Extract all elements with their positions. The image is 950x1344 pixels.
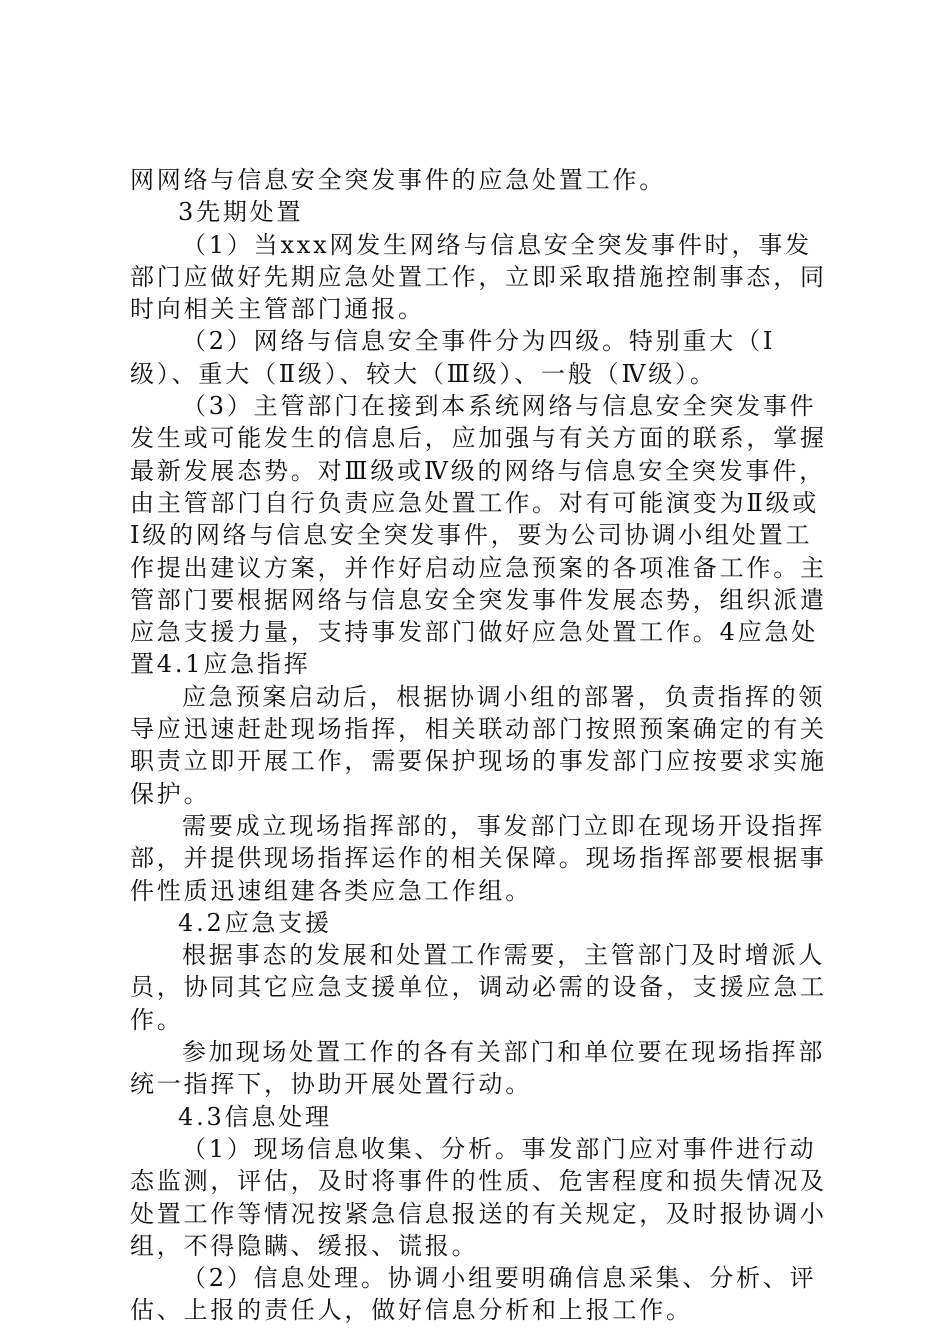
paragraph-emergency-command: 应急预案启动后，根据协调小组的部署，负责指挥的领导应迅速赶赴现场指挥，相关联动部门按照预案确定的有关职责立即开展工作，需要保护现场的事发部门应按要求实施保护。 bbox=[130, 682, 827, 808]
paragraph-info-item-1: （1）现场信息收集、分析。事发部门应对事件进行动态监测，评估，及时将事件的性质、危害程度和损失情况及处置工作等情况按紧急信息报送的有关规定，及时报协调小组，不得隐瞒、缓报、谎报。 bbox=[130, 1134, 827, 1260]
paragraph-item-3: （3）主管部门在接到本系统网络与信息安全突发事件发生或可能发生的信息后，应加强与有关方面的联系，掌握最新发展态势。对Ⅲ级或Ⅳ级的网络与信息安全突发事件，由主管部门自行负责应急处置工作。对有可能演变为Ⅱ级或Ⅰ级的网络与信息安全突发事件，要为公司协调小组处置工作提出建议方案，并作好启动应急预案的各项准备工作。主管部门要根据网络与信息安全突发事件发展态势，组织派遣应急支援力量，支持事发部门做好应急处置工作。4应急处置4.1应急指挥 bbox=[130, 392, 827, 679]
paragraph-item-2: （2）网络与信息安全事件分为四级。特别重大（Ⅰ级）、重大（Ⅱ级）、较大（Ⅲ级）、一般（Ⅳ级）。 bbox=[130, 327, 776, 388]
section-heading-4-3: 4.3信息处理 bbox=[178, 1102, 332, 1131]
paragraph-support-2: 参加现场处置工作的各有关部门和单位要在现场指挥部统一指挥下，协助开展处置行动。 bbox=[130, 1038, 826, 1099]
paragraph-field-command: 需要成立现场指挥部的，事发部门立即在现场开设指挥部，并提供现场指挥运作的相关保障。现场指挥部要根据事件性质迅速组建各类应急工作组。 bbox=[130, 811, 827, 905]
paragraph-continuation: 网网络与信息安全突发事件的应急处置工作。 bbox=[130, 166, 666, 194]
paragraph-item-1: （1）当xxx网发生网络与信息安全突发事件时，事发部门应做好先期应急处置工作，立即采取措施控制事态，同时向相关主管部门通报。 bbox=[130, 230, 827, 324]
section-heading-4-2: 4.2应急支援 bbox=[178, 908, 332, 937]
paragraph-support-1: 根据事态的发展和处置工作需要，主管部门及时增派人员，协同其它应急支援单位，调动必需的设备，支援应急工作。 bbox=[130, 941, 827, 1034]
section-heading-3: 3先期处置 bbox=[178, 198, 304, 227]
paragraph-info-item-2: （2）信息处理。协调小组要明确信息采集、分析、评估、上报的责任人，做好信息分析和上报工作。 bbox=[130, 1264, 817, 1325]
document-body bbox=[130, 164, 830, 1327]
